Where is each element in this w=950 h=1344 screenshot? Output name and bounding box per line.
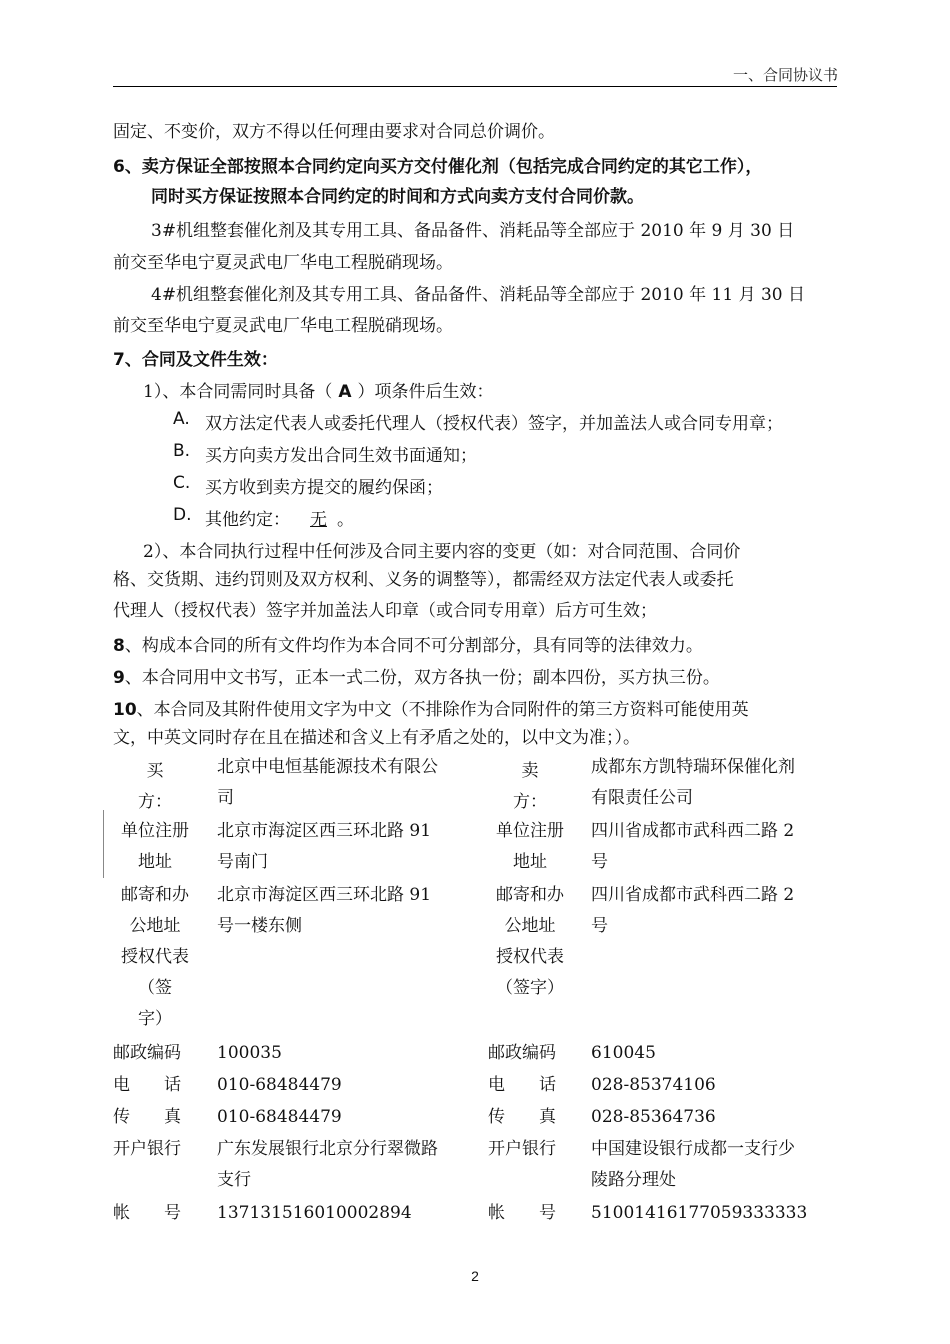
clause-8-text: 、构成本合同的所有文件均作为本合同不可分割部分，具有同等的法律效力。	[124, 636, 703, 656]
seller-bank-label: 开户银行	[488, 1139, 556, 1159]
buyer-tel: 010-68484479	[217, 1075, 342, 1095]
page-number: 2	[471, 1268, 479, 1284]
auth-label-a-right: 授权代表	[496, 947, 564, 967]
seller-bank-b: 陵路分理处	[591, 1170, 676, 1190]
clause-7-heading: 7、合同及文件生效：	[113, 350, 278, 370]
clause-10-text-a: 、本合同及其附件使用文字为中文（不排除作为合同附件的第三方资料可能使用英	[136, 700, 749, 720]
option-d-value: 无	[310, 510, 327, 530]
seller-fax-label: 传 真	[488, 1107, 556, 1127]
seller-bank	[591, 1134, 837, 1196]
buyer-bank-b: 支行	[217, 1170, 251, 1190]
condition-option-value: A	[338, 382, 352, 402]
clause-10-line-2: 文，中英文同时存在且在描述和含义上有矛盾之处的，以中文为准；）。	[113, 728, 640, 748]
seller-tel-label: 电 话	[488, 1075, 556, 1095]
header-rule	[113, 86, 837, 87]
seller-name-a: 成都东方凯特瑞环保催化剂	[591, 757, 795, 777]
seller-label-b: 方：	[513, 792, 547, 812]
buyer-reg-b: 号南门	[217, 852, 268, 872]
mail-label-b-right: 公地址	[504, 916, 556, 936]
buyer-label-a: 买	[146, 761, 164, 781]
buyer-label	[113, 756, 197, 818]
seller-zip: 610045	[591, 1043, 656, 1063]
buyer-fax: 010-68484479	[217, 1107, 342, 1127]
seller-name	[591, 752, 837, 814]
mail-label-a-right: 邮寄和办	[496, 885, 564, 905]
auth-label-c: 字）	[138, 1009, 172, 1029]
buyer-mail-a: 北京市海淀区西三环北路 91	[217, 885, 432, 905]
seller-mail-address	[591, 880, 837, 942]
option-d-period: 。	[337, 510, 354, 530]
continued-paragraph: 固定、不变价，双方不得以任何理由要求对合同总价调价。	[113, 122, 555, 142]
seller-reg-a: 四川省成都市武科西二路 2	[591, 821, 795, 841]
buyer-auth-rep-label	[113, 942, 197, 1035]
auth-label-a: 授权代表	[121, 947, 189, 967]
mail-label-b: 公地址	[129, 916, 181, 936]
option-b-text: 买方向卖方发出合同生效书面通知；	[205, 446, 477, 466]
option-a-text: 双方法定代表人或委托代理人（授权代表）签字，并加盖法人或合同专用章；	[205, 414, 783, 434]
clause-9-number: 9	[113, 668, 125, 688]
clause-10-number: 10	[113, 700, 137, 720]
option-c-key: C.	[173, 473, 191, 493]
clause-6-number: 6、	[113, 157, 142, 177]
seller-fax: 028-85364736	[591, 1107, 716, 1127]
running-header: 一、合同协议书	[732, 66, 838, 84]
auth-label-b-right: （签字）	[496, 978, 564, 998]
seller-reg-address	[591, 816, 837, 878]
buyer-tel-label: 电 话	[113, 1075, 181, 1095]
unit-3-delivery-line-2: 前交至华电宁夏灵武电厂华电工程脱硝现场。	[113, 253, 453, 273]
seller-label	[488, 756, 572, 818]
seller-tel: 028-85374106	[591, 1075, 716, 1095]
clause-9-text: 、本合同用中文书写，正本一式二份，双方各执一份；副本四份，买方执三份。	[124, 668, 720, 688]
clause-7-item-2-line-3: 代理人（授权代表）签字并加盖法人印章（或合同专用章）后方可生效；	[113, 601, 657, 621]
option-a-key: A.	[173, 409, 190, 429]
buyer-zip-label: 邮政编码	[113, 1043, 181, 1063]
buyer-reg-address	[217, 816, 477, 878]
buyer-account-label: 帐 号	[113, 1203, 181, 1223]
seller-label-a: 卖	[521, 761, 539, 781]
buyer-bank-a: 广东发展银行北京分行翠微路	[217, 1139, 438, 1159]
clause-6-line-1	[113, 152, 762, 177]
buyer-mail-address-label	[113, 880, 197, 942]
reg-label-b: 地址	[138, 852, 172, 872]
clause-7-item-2-line-1: 2）、本合同执行过程中任何涉及合同主要内容的变更（如：对合同范围、合同价	[143, 542, 741, 562]
buyer-fax-label: 传 真	[113, 1107, 181, 1127]
seller-zip-label: 邮政编码	[488, 1043, 556, 1063]
buyer-name-b: 司	[217, 788, 234, 808]
clause-9	[113, 663, 720, 688]
seller-reg-address-label	[488, 816, 572, 878]
option-d-label: 其他约定：	[205, 510, 290, 530]
reg-label-a: 单位注册	[121, 821, 189, 841]
clause-7-item-1-pre: 1）、本合同需同时具备（	[143, 382, 333, 402]
seller-account-label: 帐 号	[488, 1203, 556, 1223]
buyer-bank-label: 开户银行	[113, 1139, 181, 1159]
reg-label-a-right: 单位注册	[496, 821, 564, 841]
seller-mail-address-label	[488, 880, 572, 942]
option-d-key: D.	[173, 505, 192, 525]
buyer-mail-b: 号一楼东侧	[217, 916, 302, 936]
buyer-bank	[217, 1134, 477, 1196]
seller-mail-a: 四川省成都市武科西二路 2	[591, 885, 795, 905]
option-d-text	[205, 505, 354, 530]
clause-7-item-1-post: ）项条件后生效：	[357, 382, 494, 402]
buyer-reg-address-label	[113, 816, 197, 878]
option-c-text: 买方收到卖方提交的履约保函；	[205, 478, 443, 498]
clause-10-line-1	[113, 695, 749, 720]
unit-4-delivery-line-1: 4#机组整套催化剂及其专用工具、备品备件、消耗品等全部应于 2010 年 11 月 30 日	[151, 285, 806, 305]
clause-7-item-2-line-2: 格、交货期、违约罚则及双方权利、义务的调整等），都需经双方法定代表人或委托	[113, 570, 734, 590]
mail-label-a: 邮寄和办	[121, 885, 189, 905]
buyer-mail-address	[217, 880, 477, 942]
unit-3-delivery-line-1: 3#机组整套催化剂及其专用工具、备品备件、消耗品等全部应于 2010 年 9 月 30 日	[151, 221, 795, 241]
buyer-reg-a: 北京市海淀区西三环北路 91	[217, 821, 432, 841]
clause-7-item-1	[143, 377, 494, 402]
clause-8-number: 8	[113, 636, 125, 656]
clause-6-text-a: 卖方保证全部按照本合同约定向买方交付催化剂（包括完成合同约定的其它工作），	[141, 157, 763, 177]
seller-name-b: 有限责任公司	[591, 788, 693, 808]
option-b-key: B.	[173, 441, 191, 461]
seller-auth-rep-label	[488, 942, 572, 1004]
buyer-name-a: 北京中电恒基能源技术有限公	[217, 757, 438, 777]
margin-bar	[103, 810, 104, 878]
seller-bank-a: 中国建设银行成都一支行少	[591, 1139, 795, 1159]
buyer-label-b: 方：	[138, 792, 172, 812]
unit-4-delivery-line-2: 前交至华电宁夏灵武电厂华电工程脱硝现场。	[113, 316, 453, 336]
seller-account: 51001416177059333333	[591, 1203, 808, 1223]
clause-6-line-2: 同时买方保证按照本合同约定的时间和方式向卖方支付合同价款。	[151, 187, 644, 207]
buyer-name	[217, 752, 477, 814]
buyer-zip: 100035	[217, 1043, 282, 1063]
clause-8	[113, 631, 703, 656]
seller-reg-b: 号	[591, 852, 608, 872]
auth-label-b: （签	[138, 978, 172, 998]
buyer-account: 137131516010002894	[217, 1203, 412, 1223]
reg-label-b-right: 地址	[513, 852, 547, 872]
seller-mail-b: 号	[591, 916, 608, 936]
